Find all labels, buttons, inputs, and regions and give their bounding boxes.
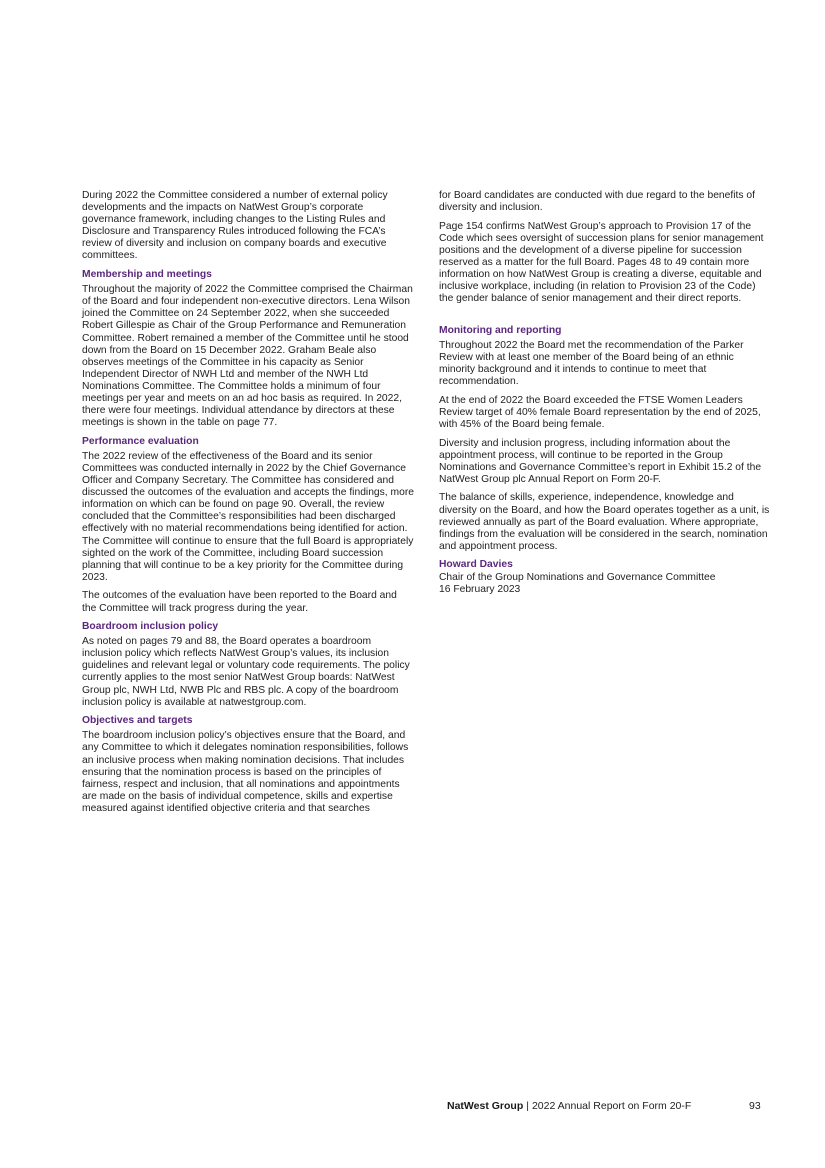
monitoring-paragraph-3: Diversity and inclusion progress, including information about the appointment process, will continue to be reported in the Group Nominations and Governance Committee’s report in Exhibit 15.2 of the NatWest Group plc Annual Report on Form 20-F. (439, 437, 762, 485)
right-column (439, 190, 771, 596)
footer-separator: | (526, 1100, 529, 1112)
signature-date: 16 February 2023 (439, 583, 521, 595)
intro-paragraph: During 2022 the Committee considered a number of external policy developments and the impacts on NatWest Group’s corporate governance framework, including changes to the Listing Rules and Disclosure and Transparency Rules introduced following the FCA’s review of diversity and inclusion on company boards and executive committees. (82, 190, 388, 262)
monitoring-heading: Monitoring and reporting (439, 324, 562, 336)
page-footer (447, 1100, 761, 1113)
footer-brand: NatWest Group (447, 1100, 524, 1112)
signature-title: Chair of the Group Nominations and Governance Committee (439, 571, 716, 583)
boardroom-heading: Boardroom inclusion policy (82, 621, 219, 633)
membership-paragraph: Throughout the majority of 2022 the Committee comprised the Chairman of the Board and four independent non-executive directors. Lena Wilson joined the Committee on 24 September 2022, when she succeeded Robert Gillespie as Chair of the Group Performance and Remuneration Committee. Robert remained a member of the Committee until he stood down from the Board on 15 December 2022. Graham Beale also observes meetings of the Committee in his capacity as Senior Independent Director of NWH Ltd and member of the NWH Ltd Nominations Committee. The Committee holds a minimum of four meetings per year and meets on an ad hoc basis as required. In 2022, there were four meetings. Individual attendance by directors at these meetings is shown in the table on page 77. (82, 284, 413, 429)
monitoring-paragraph-1: Throughout 2022 the Board met the recommendation of the Parker Review with at least one member of the Board being of an ethnic minority background and it intends to continue to meet that recommendation. (439, 339, 744, 388)
monitoring-paragraph-2: At the end of 2022 the Board exceeded the FTSE Women Leaders Review target of 40% female Board representation by the end of 2025, with 45% of the Board being female. (439, 394, 761, 430)
continuation-paragraph: for Board candidates are conducted with due regard to the benefits of diversity and inclusion. (439, 190, 755, 214)
section-spacer (439, 312, 771, 325)
objectives-paragraph: The boardroom inclusion policy’s objectives ensure that the Board, and any Committee to which it delegates nomination responsibilities, follows an inclusive process when making nomination decisions. That includes ensuring that the nomination process is based on the principles of fairness, respect and inclusion, that all nominations and appointments are made on the basis of individual competence, skills and expertise measured against identified objective criteria and that searches (82, 730, 409, 814)
footer-report-title: 2022 Annual Report on Form 20-F (531, 1100, 692, 1112)
signature-name: Howard Davies (439, 559, 513, 571)
monitoring-paragraph-4: The balance of skills, experience, independence, knowledge and diversity on the Board, and how the Board operates together as a unit, is reviewed annually as part of the Board evaluation. Where appropriate, findings from the evaluation will be considered in the search, nomination and appointment process. (439, 492, 770, 552)
performance-heading: Performance evaluation (82, 435, 199, 447)
left-column (82, 190, 414, 822)
provision-paragraph: Page 154 confirms NatWest Group’s approach to Provision 17 of the Code which sees oversight of succession plans for senior management positions and the development of a diverse pipeline for succession reserved as a matter for the full Board. Pages 48 to 49 contain more information on how NatWest Group is creating a diverse, equitable and inclusive workplace, including (in relation to Provision 23 of the Code) the gender balance of senior management and their direct reports. (439, 220, 764, 305)
performance-paragraph-2: The outcomes of the evaluation have been reported to the Board and the Committee will track progress during the year. (82, 590, 397, 614)
objectives-heading: Objectives and targets (82, 715, 193, 727)
boardroom-paragraph: As noted on pages 79 and 88, the Board operates a boardroom inclusion policy which reflects NatWest Group’s values, its inclusion guidelines and relevant legal or voluntary code requirements. The policy currently applies to the most senior NatWest Group boards: NatWest Group plc, NWH Ltd, NWB Plc and RBS plc. A copy of the boardroom inclusion policy is available at natwestgroup.com. (82, 636, 410, 708)
membership-heading: Membership and meetings (82, 269, 212, 281)
performance-paragraph-1: The 2022 review of the effectiveness of the Board and its senior Committees was conducted internally in 2022 by the Chief Governance Officer and Company Secretary. The Committee has considered and discussed the outcomes of the evaluation and accepts the findings, more information on which can be found on page 90. Overall, the review concluded that the Committee’s responsibilities had been discharged effectively with no material recommendations being identified for action. The Committee will continue to ensure that the full Board is appropriately sighted on the work of the Committee, including Board succession planning that will continue to be a key priority for the Committee during 2023. (82, 450, 414, 583)
page-number: 93 (749, 1100, 761, 1112)
